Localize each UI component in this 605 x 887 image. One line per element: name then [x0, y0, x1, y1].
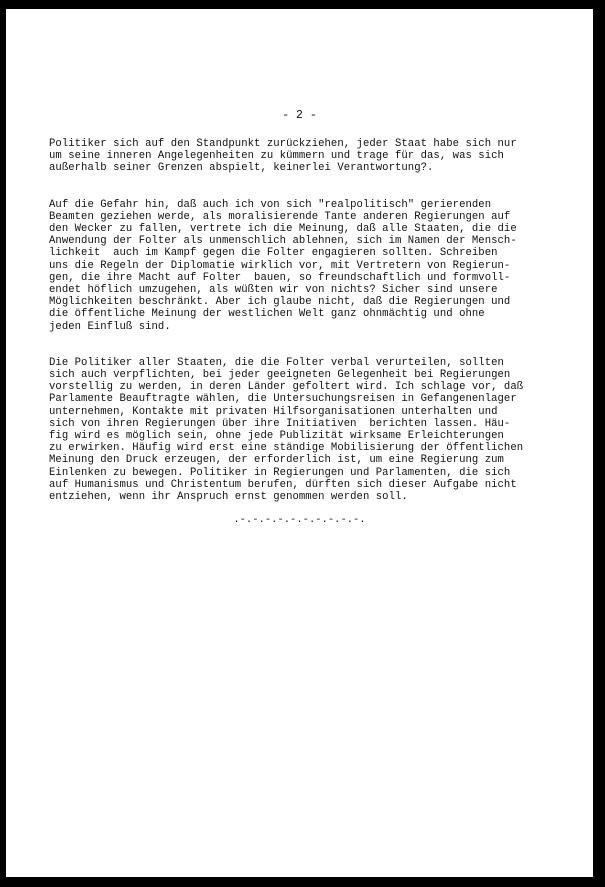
text-line: Politiker sich auf den Standpunkt zurückziehen, jeder Staat habe sich nur — [49, 138, 517, 150]
text-line: Anwendung der Folter als unmenschlich ablehnen, sich im Namen der Mensch- — [49, 235, 517, 248]
document-page — [6, 9, 593, 877]
text-line: die öffentliche Meinung der westlichen Welt ganz ohnmächtig und ohne — [49, 308, 485, 321]
paragraph-2 — [49, 199, 569, 333]
text-line: Parlamente Beauftragte wählen, die Untersuchungsreisen in Gefangenenlager — [49, 393, 517, 406]
text-line: um seine inneren Angelegenheiten zu kümmern und trage für das, was sich — [49, 150, 504, 163]
text-line: sich von ihren Regierungen über ihre Initiativen berichten lassen. Häu- — [49, 417, 511, 430]
paragraph-3 — [49, 357, 569, 503]
text-line: entziehen, wenn ihr Anspruch ernst genommen werden soll. — [49, 491, 408, 504]
text-line: vorstellig zu werden, in deren Länder gefoltert wird. Ich schlage vor, daß — [49, 381, 524, 394]
paragraph-1 — [49, 138, 569, 175]
text-line: unternehmen, Kontakte mit privaten Hilfsorganisationen unterhalten und — [49, 405, 498, 418]
text-line: gen, die ihre Macht auf Folter bauen, so freundschaftlich und formvoll- — [49, 271, 511, 284]
body-text — [49, 138, 569, 527]
text-line: Meinung den Druck erzeugen, der erforderlich ist, um eine Regierung zum — [49, 454, 504, 467]
text-line: den Wecker zu fallen, vertrete ich die Meinung, daß alle Staaten, die die — [49, 223, 517, 236]
page-number: - 2 - — [282, 109, 317, 122]
text-line: sich auch verpflichten, bei jeder geeigneten Gelegenheit bei Regierungen — [49, 369, 511, 382]
text-line: auf Humanismus und Christentum berufen, dürften sich dieser Aufgabe nicht — [49, 478, 517, 491]
section-separator: .-.-.-.-.-.-.-.-.-.-. — [233, 514, 366, 526]
text-line: Auf die Gefahr hin, daß auch ich von sich "realpolitisch" gerierenden — [49, 198, 492, 211]
text-line: Beamten geziehen werde, als moralisierende Tante anderen Regierungen auf — [49, 210, 511, 223]
text-line: Einlenken zu bewegen. Politiker in Regierungen und Parlamenten, die sich — [49, 466, 511, 479]
text-line: Die Politiker aller Staaten, die die Folter verbal verurteilen, sollten — [49, 356, 504, 369]
text-line: fig wird es möglich sein, ohne jede Publizität wirksame Erleichterungen — [49, 430, 504, 443]
text-line: uns die Regeln der Diplomatie wirklich vor, mit Vertretern von Regierun- — [49, 259, 511, 272]
text-line: endet höflich umzugehen, als wüßten wir von nichts? Sicher sind unsere — [49, 284, 498, 297]
text-line: zu erwirken. Häufig wird erst eine ständige Mobilisierung der öffentlichen — [49, 442, 524, 455]
text-line: Möglichkeiten beschränkt. Aber ich glaube nicht, daß die Regierungen und — [49, 296, 511, 309]
text-line: lichkeit auch im Kampf gegen die Folter engagieren sollten. Schreiben — [49, 247, 498, 260]
text-line: jeden Einfluß sind. — [49, 320, 171, 333]
text-line: außerhalb seiner Grenzen abspielt, keinerlei Verantwortung?. — [49, 162, 434, 175]
